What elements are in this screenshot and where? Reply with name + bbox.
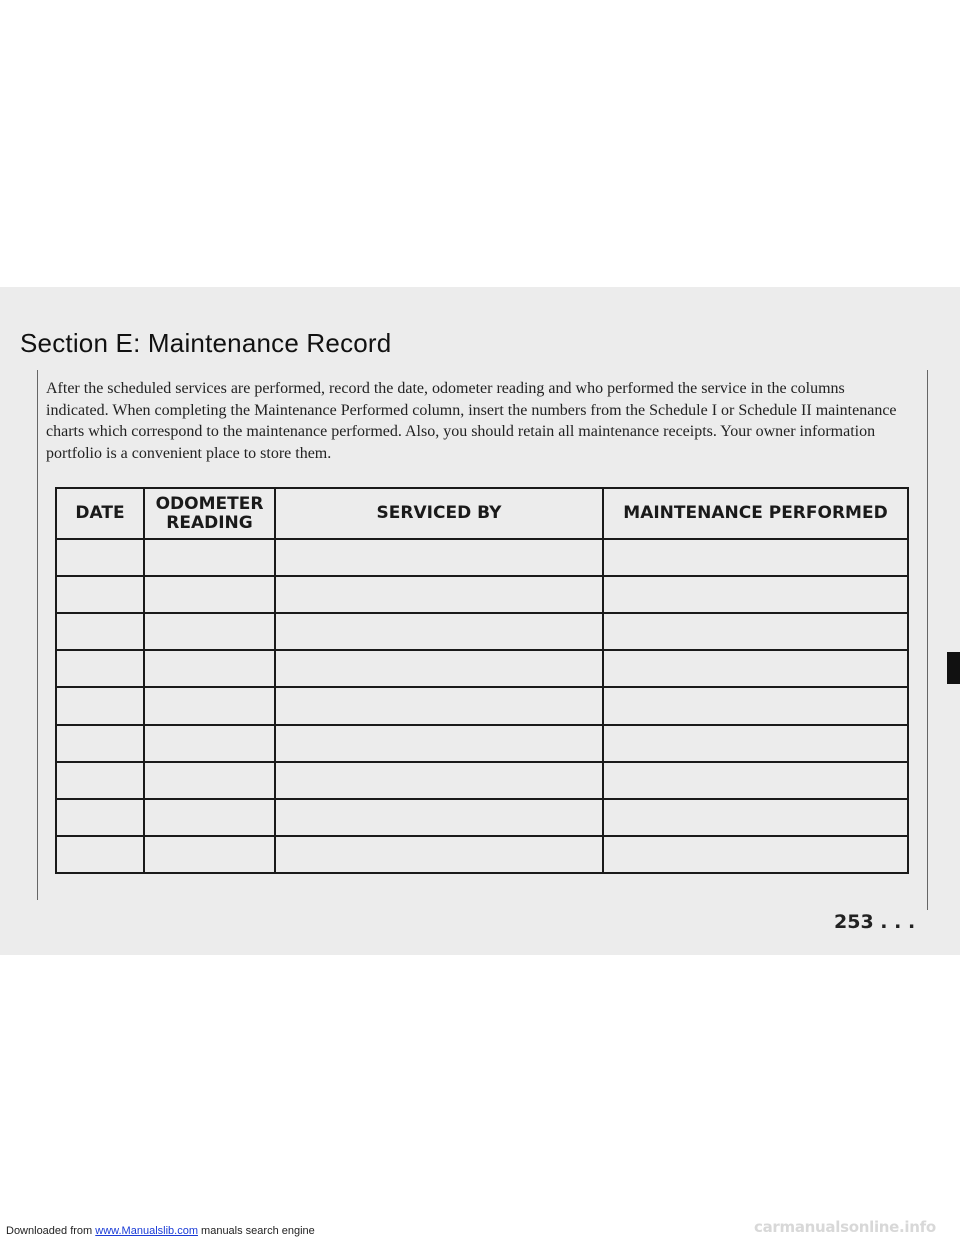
date-cell bbox=[56, 613, 144, 650]
manualslib-link[interactable]: www.Manualslib.com bbox=[95, 1225, 198, 1237]
table-row bbox=[56, 613, 908, 650]
table-row bbox=[56, 539, 908, 576]
left-margin-rule bbox=[37, 370, 38, 900]
date-cell bbox=[56, 539, 144, 576]
maintenance-cell bbox=[603, 836, 908, 873]
watermark: carmanualsonline.info bbox=[754, 1218, 936, 1236]
maintenance-cell bbox=[603, 613, 908, 650]
header-date: DATE bbox=[56, 488, 144, 539]
serviced-by-cell bbox=[275, 799, 603, 836]
maintenance-cell bbox=[603, 576, 908, 613]
header-odometer-line1: ODOMETER bbox=[155, 493, 264, 514]
header-odometer-line2: READING bbox=[166, 512, 253, 533]
footer-prefix: Downloaded from bbox=[6, 1225, 96, 1237]
odometer-cell bbox=[144, 725, 275, 762]
table-row bbox=[56, 836, 908, 873]
serviced-by-cell bbox=[275, 762, 603, 799]
header-serviced-by: SERVICED BY bbox=[275, 488, 603, 539]
footer-suffix: manuals search engine bbox=[197, 1225, 315, 1237]
odometer-cell bbox=[144, 539, 275, 576]
section-title: Section E: Maintenance Record bbox=[20, 328, 392, 358]
table-row bbox=[56, 725, 908, 762]
maintenance-cell bbox=[603, 650, 908, 687]
table-header-row bbox=[56, 488, 908, 539]
serviced-by-cell bbox=[275, 650, 603, 687]
serviced-by-cell bbox=[275, 687, 603, 724]
header-odometer-reading bbox=[144, 488, 275, 539]
download-footer bbox=[6, 1225, 315, 1237]
date-cell bbox=[56, 576, 144, 613]
date-cell bbox=[56, 762, 144, 799]
serviced-by-cell bbox=[275, 836, 603, 873]
odometer-cell bbox=[144, 799, 275, 836]
date-cell bbox=[56, 687, 144, 724]
date-cell bbox=[56, 650, 144, 687]
odometer-cell bbox=[144, 650, 275, 687]
section-tab-marker bbox=[947, 652, 960, 684]
odometer-cell bbox=[144, 836, 275, 873]
right-margin-rule bbox=[927, 370, 928, 910]
odometer-cell bbox=[144, 576, 275, 613]
page-number: 253 . . . bbox=[834, 911, 916, 933]
header-maintenance-performed: MAINTENANCE PERFORMED bbox=[603, 488, 908, 539]
table-row bbox=[56, 762, 908, 799]
date-cell bbox=[56, 799, 144, 836]
odometer-cell bbox=[144, 687, 275, 724]
odometer-cell bbox=[144, 613, 275, 650]
maintenance-cell bbox=[603, 762, 908, 799]
odometer-cell bbox=[144, 762, 275, 799]
intro-paragraph: After the scheduled services are performed, record the date, odometer reading and who performed the service in the columns indicated. When completing the Maintenance Performed column, insert the numbers from the Schedule I or Schedule II maintenance charts which correspond to the maintenance performed. Also, you should retain all maintenance receipts. Your owner information portfolio is a convenient place to store them. bbox=[46, 380, 897, 462]
maintenance-cell bbox=[603, 539, 908, 576]
table-row bbox=[56, 650, 908, 687]
serviced-by-cell bbox=[275, 725, 603, 762]
table-body bbox=[56, 539, 908, 873]
table-row bbox=[56, 576, 908, 613]
maintenance-cell bbox=[603, 687, 908, 724]
date-cell bbox=[56, 725, 144, 762]
maintenance-record-table bbox=[55, 487, 909, 874]
maintenance-cell bbox=[603, 799, 908, 836]
serviced-by-cell bbox=[275, 576, 603, 613]
serviced-by-cell bbox=[275, 539, 603, 576]
serviced-by-cell bbox=[275, 613, 603, 650]
table-row bbox=[56, 799, 908, 836]
maintenance-cell bbox=[603, 725, 908, 762]
table-row bbox=[56, 687, 908, 724]
date-cell bbox=[56, 836, 144, 873]
